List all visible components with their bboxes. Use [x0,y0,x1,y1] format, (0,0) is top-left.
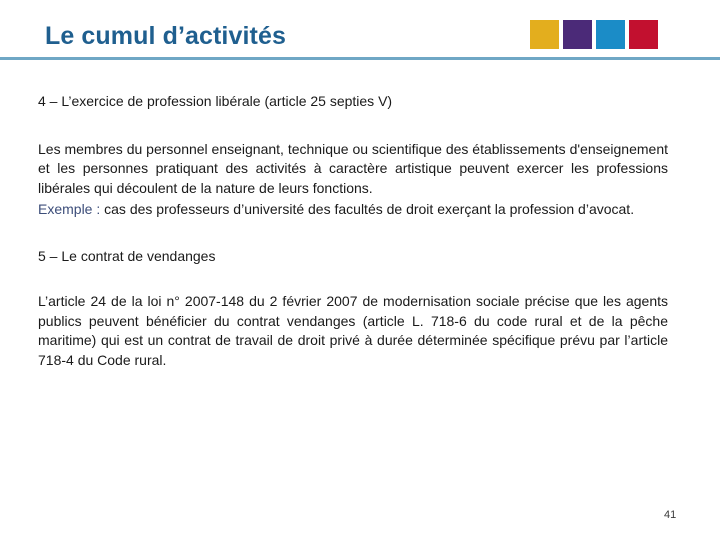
section-4-paragraph: Les membres du personnel enseignant, technique ou scientifique des établissements d'enseignement et les personnes pratiquant des activités à caractère artistique peuvent exercer les professions libérales qui découlent de la nature de leurs fonctions. [38,140,668,196]
accent-square-yellow [530,20,559,49]
title-rule [0,57,720,60]
example-text: cas des professeurs d’université des facultés de droit exerçant la profession d’avocat. [100,201,635,217]
page-number: 41 [664,509,677,521]
section-4-example [38,200,668,220]
slide-title: Le cumul d’activités [45,22,286,50]
section-5-paragraph: L’article 24 de la loi n° 2007-148 du 2 février 2007 de modernisation sociale précise que les agents publics peuvent bénéficier du contrat vendanges (article L. 718-6 du code rural et de la pêche maritime) qui est un contrat de travail de droit privé à durée déterminée spécifique prévu par l’article 718-4 du Code rural. [38,293,668,368]
example-label: Exemple : [38,201,101,217]
section-5-heading: 5 – Le contrat de vendanges [38,247,216,264]
accent-square-red [629,20,658,49]
section-4-heading: 4 – L’exercice de profession libérale (article 25 septies V) [38,93,393,109]
accent-square-purple [563,20,592,49]
accent-square-blue [596,20,625,49]
slide-content [38,92,668,370]
